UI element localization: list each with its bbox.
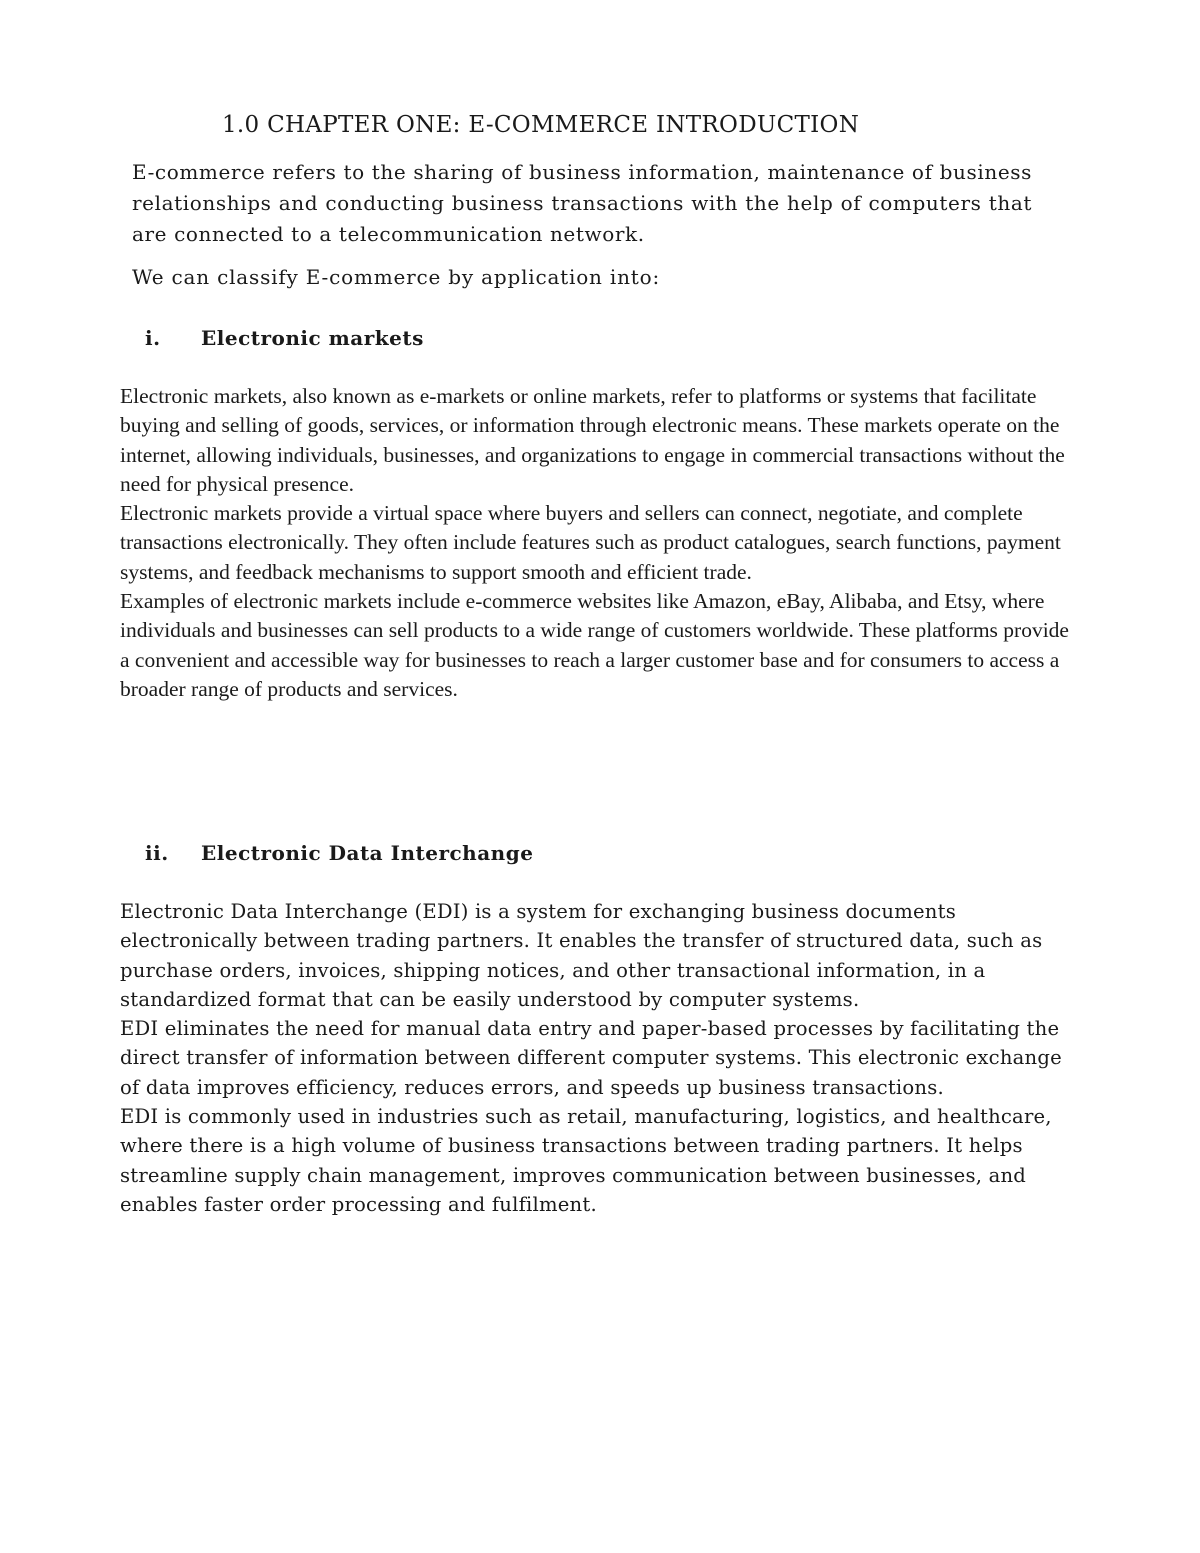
section-numeral: ii. [145, 841, 169, 865]
section-heading-text: Electronic Data Interchange [201, 841, 534, 865]
body-paragraph: Electronic markets provide a virtual space where buyers and sellers can connect, negotiate, and complete transactions electronically. They often include features such as product catalogues, search functions, payment systems, and feedback mechanisms to support smooth and efficient trade. [120, 501, 1061, 584]
section-numeral: i. [145, 326, 161, 350]
body-paragraph: EDI is commonly used in industries such as retail, manufacturing, logistics, and healthcare, where there is a high volume of business transactions between trading partners. It helps streamline supply chain management, improves communication between businesses, and enables faster order processing and fulfilment. [120, 1105, 1052, 1216]
edi-body [120, 897, 1080, 1219]
electronic-markets-body [120, 382, 1080, 704]
body-paragraph: EDI eliminates the need for manual data entry and paper-based processes by facilitating the direct transfer of information between different computer systems. This electronic exchange of data improves efficiency, reduces errors, and speeds up business transactions. [120, 1017, 1062, 1099]
section-heading-electronic-markets [145, 326, 424, 350]
section-heading-text: Electronic markets [201, 326, 424, 350]
body-paragraph: Electronic Data Interchange (EDI) is a system for exchanging business documents electronically between trading partners. It enables the transfer of structured data, such as purchase orders, invoices, shipping notices, and other transactional information, in a standardized format that can be easily understood by computer systems. [120, 900, 1043, 1011]
section-heading-edi [145, 841, 533, 865]
chapter-title: 1.0 CHAPTER ONE: E-COMMERCE INTRODUCTION [222, 112, 860, 138]
body-paragraph: Electronic markets, also known as e-markets or online markets, refer to platforms or systems that facilitate buying and selling of goods, services, or information through electronic means. These markets operate on the internet, allowing individuals, businesses, and organizations to engage in commercial transactions without the need for physical presence. [120, 384, 1065, 496]
classify-line: We can classify E-commerce by application into: [132, 265, 660, 289]
body-paragraph: Examples of electronic markets include e-commerce websites like Amazon, eBay, Alibaba, and Etsy, where individuals and businesses can sell products to a wide range of customers worldwide. These platforms provide a convenient and accessible way for businesses to reach a larger customer base and for consumers to access a broader range of products and services. [120, 589, 1069, 701]
intro-paragraph: E-commerce refers to the sharing of business information, maintenance of business relationships and conducting business transactions with the help of computers that are connected to a telecommunication network. [132, 160, 1032, 246]
